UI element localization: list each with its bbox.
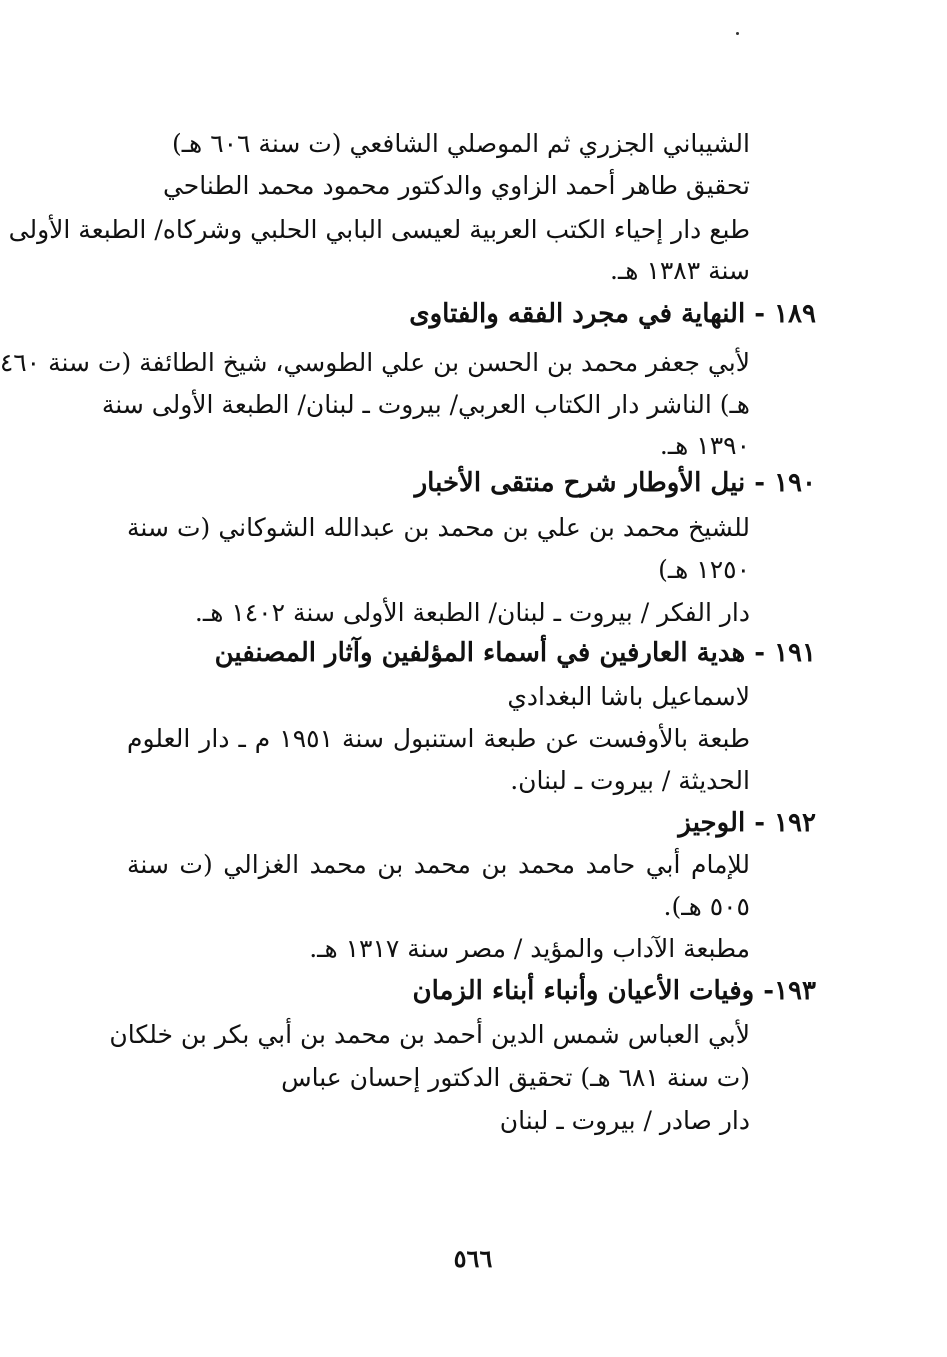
entry-line: طبع دار إحياء الكتب العربية لعيسى البابي الحلبي وشركاه/ الطبعة الأولى bbox=[8, 215, 750, 244]
entry-line: دار صادر / بيروت ـ لبنان bbox=[499, 1106, 750, 1135]
entry-title: النهاية في مجرد الفقه والفتاوى bbox=[409, 299, 746, 329]
entry-line: للإمام أبي حامد محمد بن محمد بن محمد الغزالي (ت سنة bbox=[127, 850, 750, 879]
entry-heading bbox=[415, 463, 816, 503]
entry-line: طبعة بالأوفست عن طبعة استنبول سنة ١٩٥١ م ـ دار العلوم bbox=[127, 724, 750, 753]
entry-title: الوجيز bbox=[678, 808, 746, 838]
entry-line: ١٢٥٠ هـ) bbox=[658, 555, 750, 584]
entry-number: ١٩٠ - bbox=[754, 468, 816, 498]
entry-line: (ت سنة ٦٨١ هـ) تحقيق الدكتور إحسان عباس bbox=[281, 1063, 750, 1092]
entry-heading bbox=[412, 971, 816, 1011]
entry-line: الحديثة / بيروت ـ لبنان. bbox=[510, 766, 750, 795]
entry-title: وفيات الأعيان وأنباء أبناء الزمان bbox=[412, 976, 755, 1006]
entry-line: مطبعة الآداب والمؤيد / مصر سنة ١٣١٧ هـ. bbox=[309, 934, 750, 963]
entry-heading bbox=[678, 803, 816, 843]
entry-line: لأبي جعفر محمد بن الحسن بن علي الطوسي، شيخ الطائفة (ت سنة ٤٦٠ bbox=[0, 348, 750, 377]
entry-line: ٥٠٥ هـ). bbox=[663, 892, 750, 921]
entry-number: ١٩١ - bbox=[754, 638, 816, 668]
entry-line: للشيخ محمد بن علي بن محمد بن عبدالله الشوكاني (ت سنة bbox=[127, 513, 750, 542]
entry-number: ١٩٢ - bbox=[754, 808, 816, 838]
print-speck bbox=[736, 32, 739, 35]
entry-line: لاسماعيل باشا البغدادي bbox=[507, 682, 750, 711]
entry-heading bbox=[215, 633, 816, 673]
entry-number: ١٩٣- bbox=[763, 976, 816, 1006]
entry-title: هدية العارفين في أسماء المؤلفين وآثار المصنفين bbox=[214, 638, 746, 668]
entry-line: تحقيق طاهر أحمد الزاوي والدكتور محمود محمد الطناحي bbox=[162, 171, 750, 200]
entry-title: نيل الأوطار شرح منتقى الأخبار bbox=[414, 468, 746, 498]
entry-number: ١٨٩ - bbox=[754, 299, 816, 329]
entry-line: سنة ١٣٨٣ هـ. bbox=[610, 256, 750, 285]
entry-line: لأبي العباس شمس الدين أحمد بن محمد بن أبي بكر بن خلكان bbox=[109, 1020, 750, 1049]
entry-line: ١٣٩٠ هـ. bbox=[659, 431, 750, 460]
entry-heading bbox=[409, 294, 816, 334]
entry-line: هـ) الناشر دار الكتاب العربي/ بيروت ـ لبنان/ الطبعة الأولى سنة bbox=[101, 390, 750, 419]
entry-line: الشيباني الجزري ثم الموصلي الشافعي (ت سنة ٦٠٦ هـ) bbox=[171, 129, 750, 158]
page-number: ٥٦٦ bbox=[453, 1244, 493, 1273]
entry-line: دار الفكر / بيروت ـ لبنان/ الطبعة الأولى سنة ١٤٠٢ هـ. bbox=[194, 598, 750, 627]
